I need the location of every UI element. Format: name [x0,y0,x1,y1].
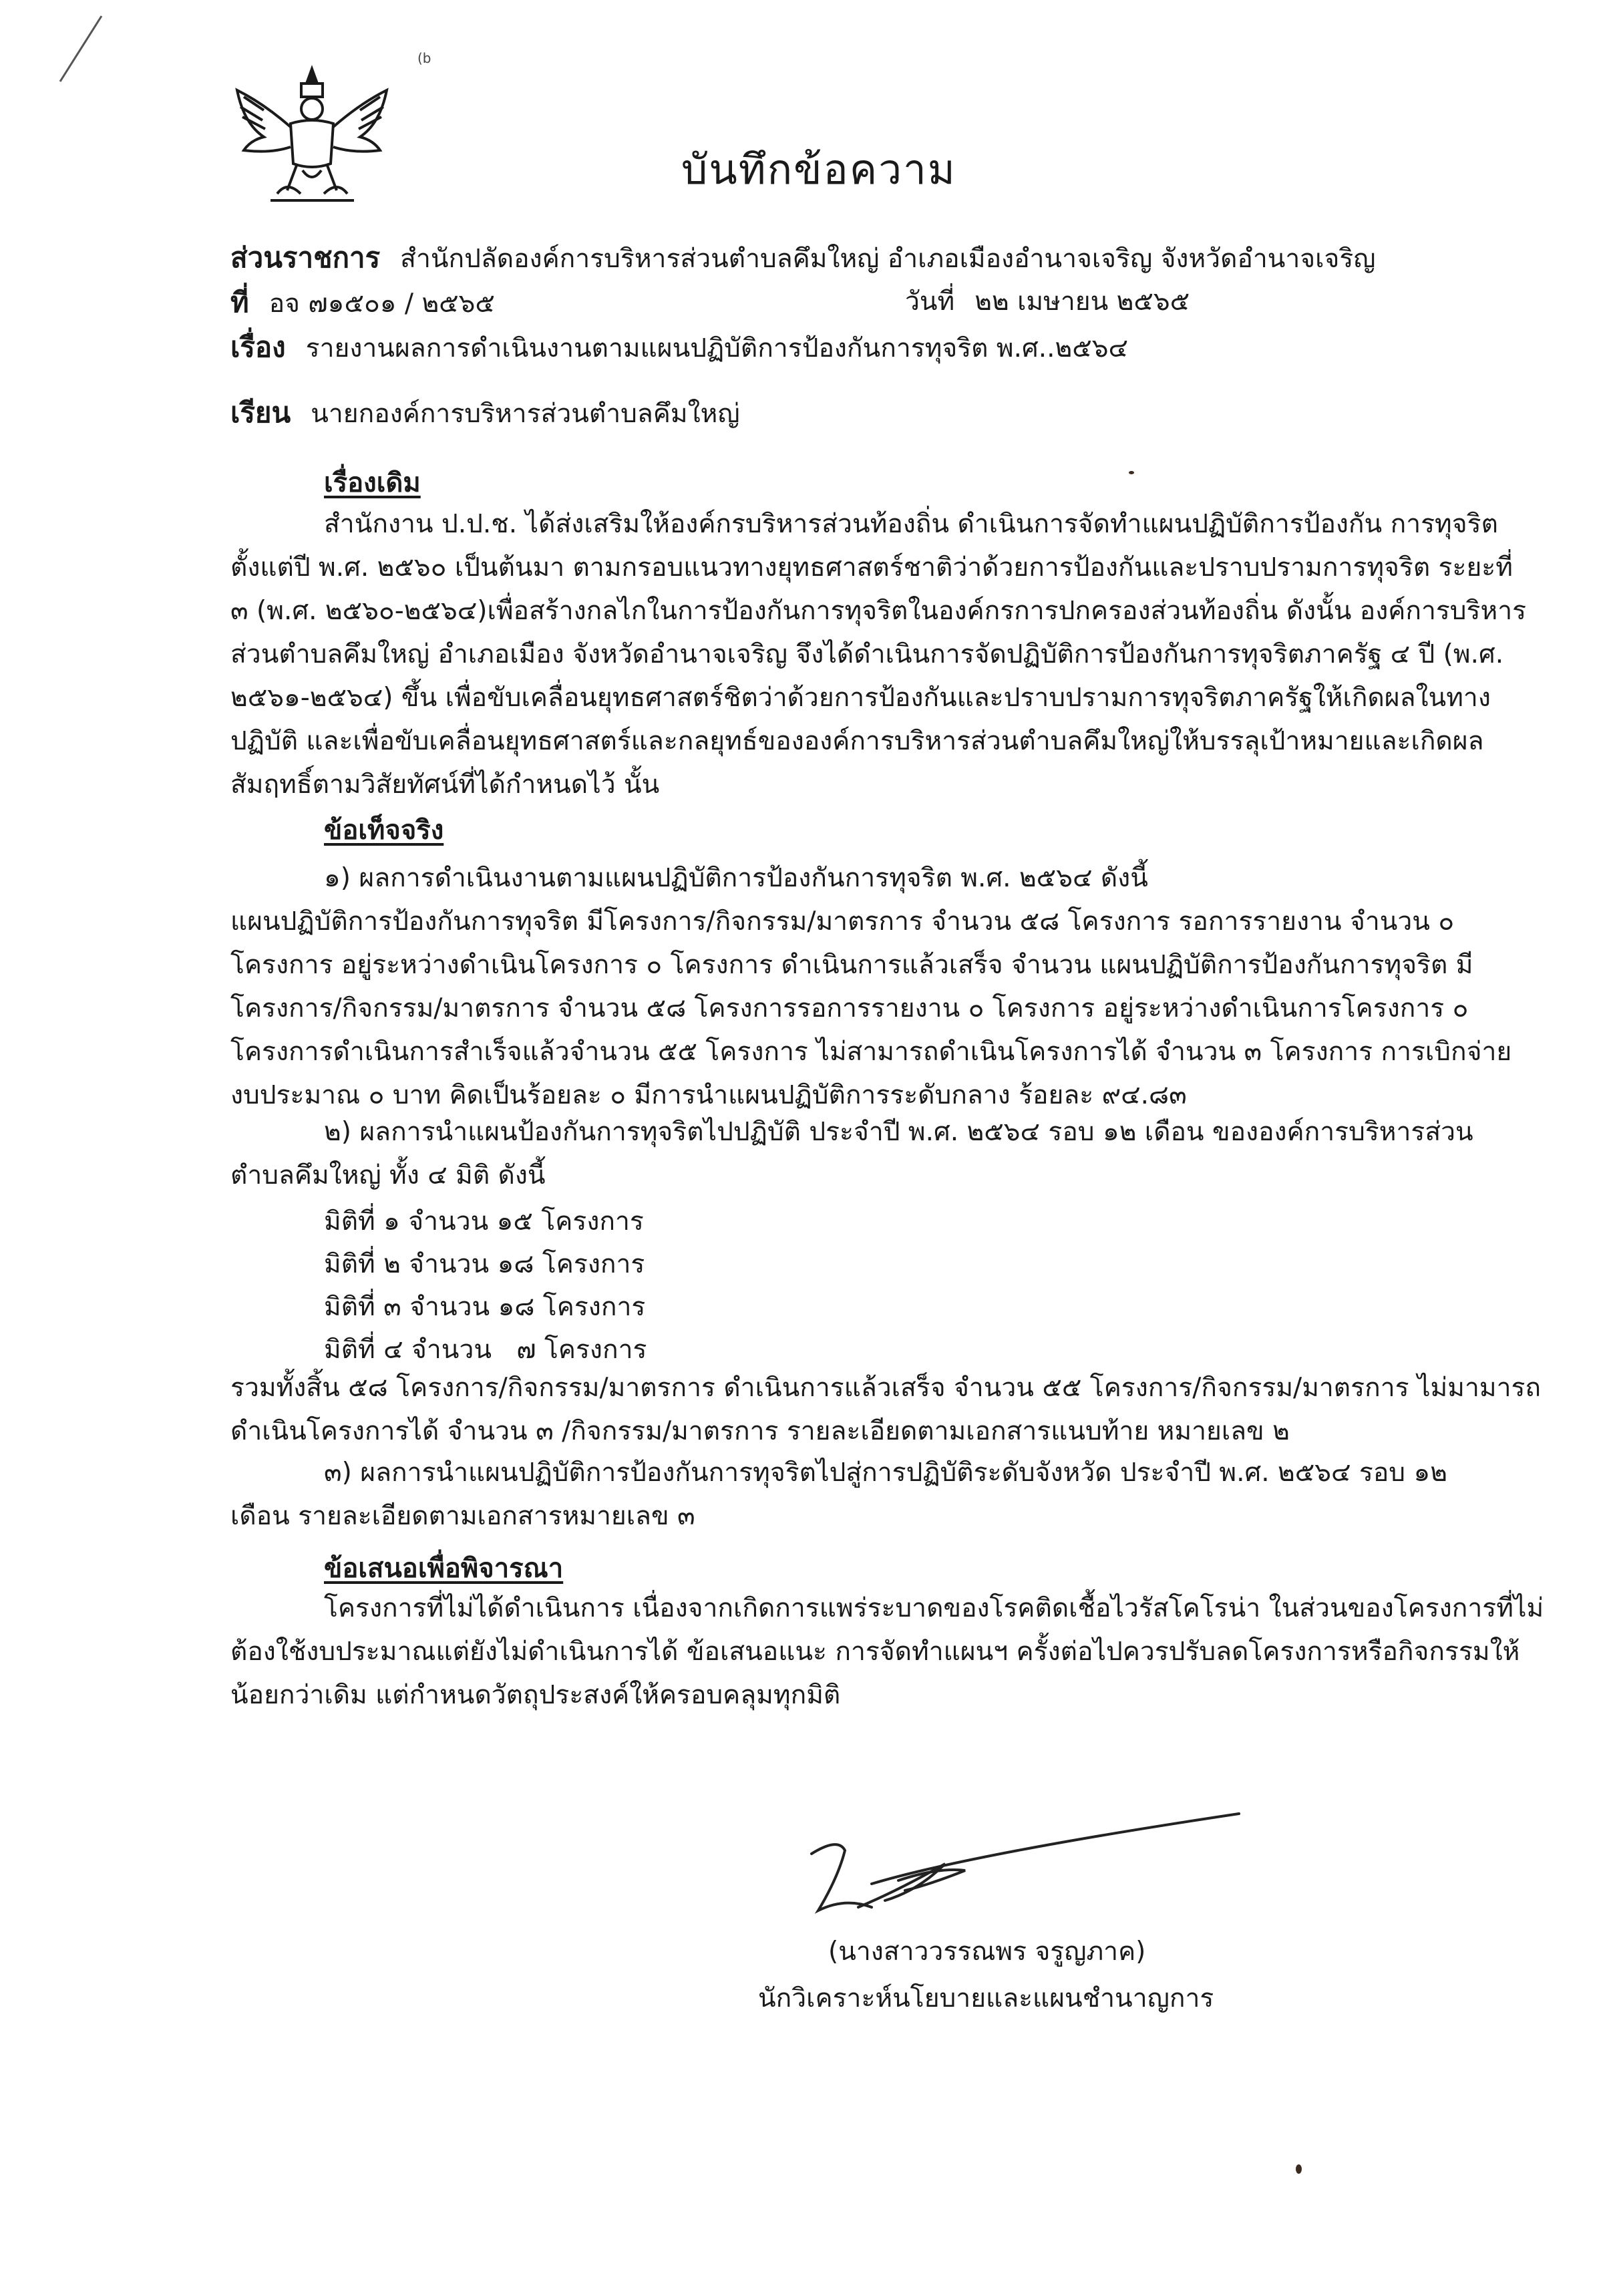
paragraph-line: โครงการ/กิจกรรม/มาตรการ จำนวน ๕๘ โครงการรอการรายงาน ๐ โครงการ อยู่ระหว่างดำเนินการโครงการ ๐ [230,993,1469,1023]
paragraph-line: รวมทั้งสิ้น ๕๘ โครงการ/กิจกรรม/มาตรการ ดำเนินการแล้วเสร็จ จำนวน ๕๕ โครงการ/กิจกรรม/มาตรการ ไม่มามารถ [230,1373,1542,1403]
fact-1-paragraph [230,856,1512,1117]
addressee-line [230,391,740,435]
paragraph-line: ดำเนินโครงการได้ จำนวน ๓ /กิจกรรม/มาตรการ รายละเอียดตามเอกสารแนบท้าย หมายเลข ๒ [230,1416,1290,1446]
paragraph-line: ๒) ผลการนำแผนป้องกันการทุจริตไปปฏิบัติ ประจำปี พ.ศ. ๒๕๖๔ รอบ ๑๒ เดือน ขององค์การบริหารส่วน [324,1117,1473,1147]
paragraph-line: ส่วนตำบลคึมใหญ่ อำเภอเมือง จังหวัดอำนาจเจริญ จึงได้ดำเนินการจัดปฏิบัติการป้องกันการทุจริตภาครัฐ ๔ ปี (พ.ศ. [230,639,1504,669]
fact-2-paragraph [230,1110,1473,1197]
signer-position: นักวิเคราะห์นโยบายและแผนชำนาญการ [758,1983,1214,2013]
subject-label: เรื่อง [230,331,286,363]
paragraph-line: โครงการดำเนินการสำเร็จแล้วจำนวน ๕๕ โครงการ ไม่สามารถดำเนินโครงการได้ จำนวน ๓ โครงการ การเบิกจ่าย [230,1037,1512,1067]
paragraph-line: โครงการที่ไม่ได้ดำเนินการ เนื่องจากเกิดการแพร่ระบาดของโรคติดเชื้อไวรัสโคโรน่า ในส่วนของโครงการที่ไม่ [324,1593,1544,1623]
paragraph-line: เดือน รายละเอียดตามเอกสารหมายเลข ๓ [230,1501,695,1531]
dimension-item: มิติที่ ๓ จำนวน ๑๘ โครงการ [324,1292,646,1322]
paragraph-line: ๑) ผลการดำเนินงานตามแผนปฏิบัติการป้องกันการทุจริต พ.ศ. ๒๕๖๔ ดังนี้ [324,863,1148,893]
summary-paragraph [230,1366,1542,1453]
paragraph-line: ตำบลคึมใหญ่ ทั้ง ๔ มิติ ดังนี้ [230,1160,546,1190]
document-number-label: ที่ [230,286,249,319]
proposal-heading: ข้อเสนอเพื่อพิจารณา [324,1553,564,1584]
paragraph-line: ตั้งแต่ปี พ.ศ. ๒๕๖๐ เป็นต้นมา ตามกรอบแนวทางยุทธศาสตร์ชาติว่าด้วยการป้องกันและปราบปรามการทุจริต ระยะที่ [230,552,1513,583]
page-title: บันทึกข้อความ [681,145,956,194]
addressee-label: เรียน [230,396,291,429]
paragraph-line: สัมฤทธิ์ตามวิสัยทัศน์ที่ได้กำหนดไว้ นั้น [230,770,660,800]
paragraph-line: สำนักงาน ป.ป.ช. ได้ส่งเสริมให้องค์กรบริหารส่วนท้องถิ่น ดำเนินการจัดทำแผนปฏิบัติการป้องกัน การทุจริต [324,509,1498,539]
addressee-value: นายกองค์การบริหารส่วนตำบลคึมใหญ่ [311,399,740,429]
paragraph-line: งบประมาณ ๐ บาท คิดเป็นร้อยละ ๐ มีการนำแผนปฏิบัติการระดับกลาง ร้อยละ ๙๔.๘๓ [230,1080,1187,1110]
paragraph-line: ปฏิบัติ และเพื่อขับเคลื่อนยุทธศาสตร์และกลยุทธ์ขององค์การบริหารส่วนตำบลคึมใหญ่ให้บรรลุเป้าหมายและเกิดผล [230,726,1484,756]
subject-value: รายงานผลการดำเนินงานตามแผนปฏิบัติการป้องกันการทุจริต พ.ศ..๒๕๖๔ [305,333,1129,363]
dimension-item: มิติที่ ๔ จำนวน ๗ โครงการ [324,1335,647,1365]
paragraph-line: ๓ (พ.ศ. ๒๕๖๐-๒๕๖๔)เพื่อสร้างกลไกในการป้องกันการทุจริตในองค์กรการปกครองส่วนท้องถิ่น ดังนั้น องค์การบริหาร [230,596,1527,626]
fact-3-paragraph [230,1451,1447,1538]
dimension-item: มิติที่ ๒ จำนวน ๑๘ โครงการ [324,1249,645,1279]
background-paragraph [230,502,1527,806]
dimension-item: มิติที่ ๑ จำนวน ๑๕ โครงการ [324,1206,644,1237]
background-heading: เรื่องเดิม [324,468,421,498]
paragraph-line: ๒๕๖๑-๒๕๖๔) ขึ้น เพื่อขับเคลื่อนยุทธศาสตร์ชิตว่าด้วยการป้องกันและปราบปรามการทุจริตภาครัฐให้เกิดผลในทาง [230,683,1491,713]
document-number-value: อจ ๗๑๕๐๑ / ๒๕๖๕ [269,289,495,319]
agency-label: ส่วนราชการ [230,241,381,274]
date-line [905,281,1190,322]
paragraph-line: แผนปฏิบัติการป้องกันการทุจริต มีโครงการ/กิจกรรม/มาตรการ จำนวน ๕๘ โครงการ รอการรายงาน จำนวน ๐ [230,907,1455,937]
paragraph-line: ต้องใช้งบประมาณแต่ยังไม่ดำเนินการได้ ข้อเสนอแนะ การจัดทำแผนฯ ครั้งต่อไปควรปรับลดโครงการหรือกิจกรรมให้ [230,1637,1520,1667]
pen-stroke-mark [53,12,107,86]
subject-line [230,325,1128,369]
facts-heading: ข้อเท็จจริง [324,815,444,846]
document-number-line [230,281,495,325]
paragraph-line: โครงการ อยู่ระหว่างดำเนินโครงการ ๐ โครงการ ดำเนินการแล้วเสร็จ จำนวน แผนปฏิบัติการป้องกันการทุจริต มี [230,950,1473,980]
date-label: วันที่ [905,287,955,317]
agency-value: สำนักปลัดองค์การบริหารส่วนตำบลคึมใหญ่ อำเภอเมืองอำนาจเจริญ จังหวัดอำนาจเจริญ [400,244,1376,274]
dimension-list [324,1200,647,1371]
date-value: ๒๒ เมษายน ๒๕๖๕ [974,287,1190,317]
paragraph-line: ๓) ผลการนำแผนปฏิบัติการป้องกันการทุจริตไปสู่การปฏิบัติระดับจังหวัด ประจำปี พ.ศ. ๒๕๖๔ รอบ ๑๒ [324,1458,1447,1488]
paragraph-line: น้อยกว่าเดิม แต่กำหนดวัตถุประสงค์ให้ครอบคลุมทุกมิติ [230,1680,841,1710]
signer-name: (นางสาววรรณพร จรูญภาค) [828,1937,1146,1967]
garuda-emblem-icon [224,63,401,210]
corner-mark: (b [417,50,431,66]
scan-speck [1296,2164,1302,2174]
scan-speck [1129,471,1134,474]
agency-line [230,236,1376,280]
proposal-paragraph [230,1587,1544,1717]
